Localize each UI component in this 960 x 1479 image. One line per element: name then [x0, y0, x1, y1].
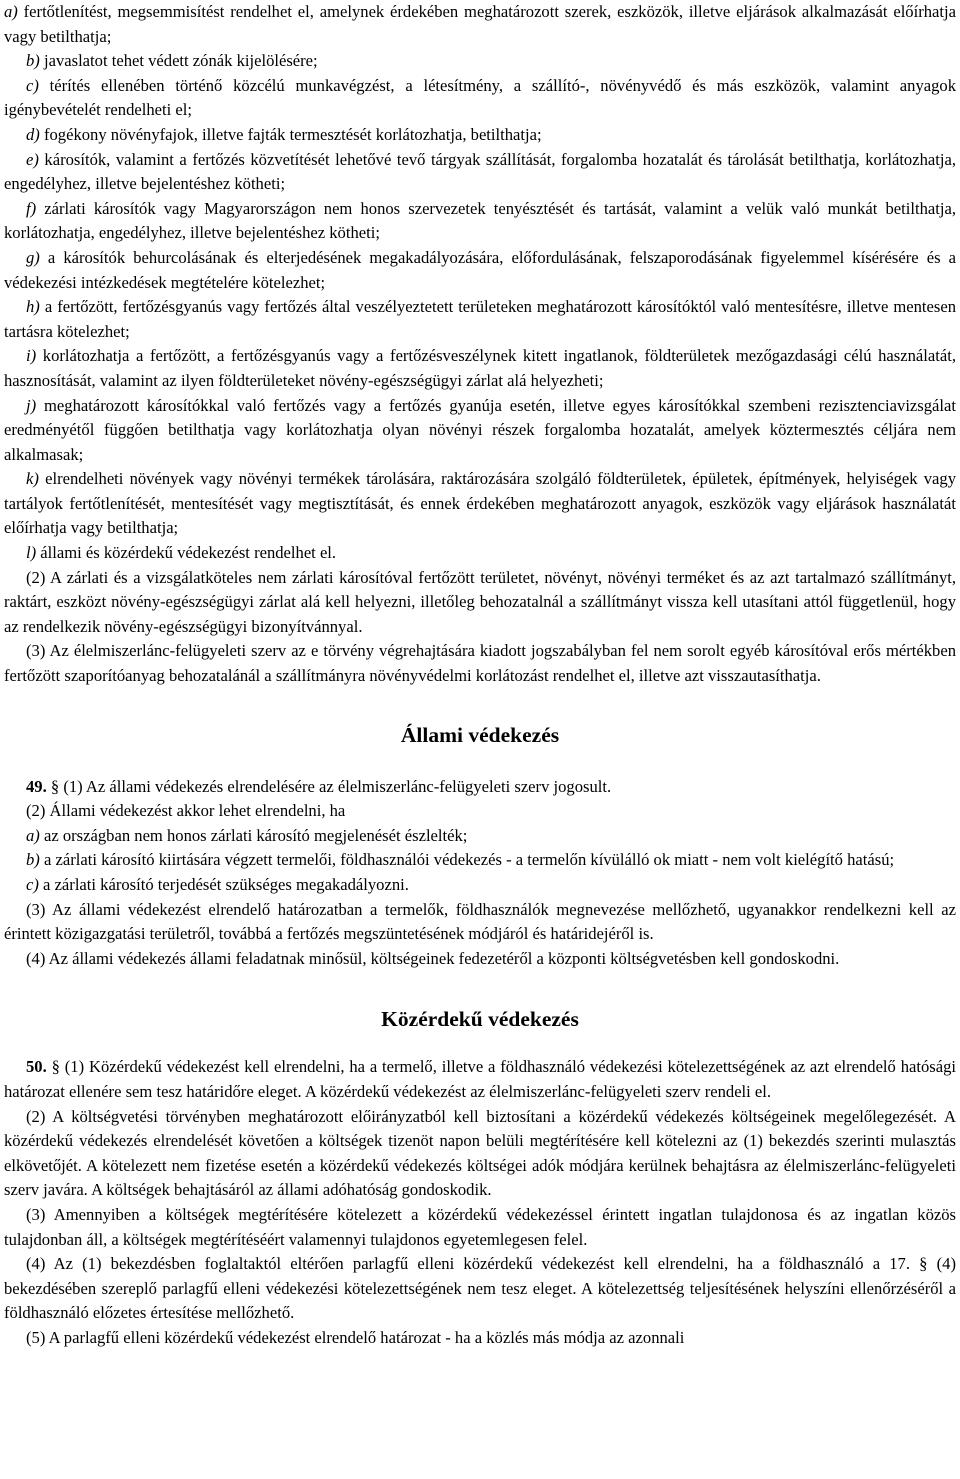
list-item	[4, 873, 956, 898]
item-text: zárlati károsítók vagy Magyarországon nem honos szervezetek tenyésztését és tartását, valamint a velük való munkát betilthatja, korlátozhatja, engedélyhez, illetve bejelentéshez kötheti;	[4, 198, 956, 243]
list-item	[4, 541, 956, 566]
item-label: i)	[26, 346, 37, 366]
list-item	[4, 824, 956, 849]
paragraph: (3) Amennyiben a költségek megtérítésére kötelezett a közérdekű védekezéssel érintett ingatlan tulajdonosa és az ingatlan közös tulajdonban áll, a költségek megtérítéséért valamennyi tulajdonos egyetemlegesen felel.	[4, 1204, 956, 1249]
paragraph: (3) Az állami védekezést elrendelő határozatban a termelők, földhasználók megnevezése mellőzhető, ugyanakkor rendelkezni kell az érintett közigazgatási területről, továbbá a fertőzés megszüntetésének módjáról és határidejéről is.	[4, 899, 956, 944]
item-label: a)	[4, 2, 18, 21]
list-item	[4, 49, 956, 74]
list-item	[4, 246, 956, 295]
paragraph: (2) A zárlati és a vizsgálatköteles nem zárlati károsítóval fertőzött területet, növényt, növényi terméket és az azt tartalmazó szállítmányt, raktárt, eszközt növény-egészségügyi zárlat alá kell helyezni, illetőleg behozatalnál a szállítmányt vissza kell utasítani attól függetlenül, hogy az rendelkezik növény-egészségügyi bizonyítvánnyal.	[4, 567, 956, 636]
paragraph: (3) Az élelmiszerlánc-felügyeleti szerv az e törvény végrehajtására kiadott jogszabályban fel nem sorolt egyéb károsítóval erős mértékben fertőzött szaporítóanyag behozatalánál a szállítmányra növényvédelmi korlátozást rendelhet el, illetve azt visszautasíthatja.	[4, 641, 956, 686]
item-text: korlátozhatja a fertőzött, a fertőzésgyanús vagy a fertőzésveszélynek kitett ingatlanok, földterületek mezőgazdasági célú használatát, hasznosítását, valamint az ilyen földterületeket növény-egészségügyi zárlat alá helyezheti;	[4, 346, 956, 390]
section-number: 49.	[26, 776, 47, 796]
item-label: e)	[26, 149, 39, 169]
item-label: j)	[26, 395, 37, 415]
item-label: a)	[26, 825, 40, 845]
item-text: a fertőzött, fertőzésgyanús vagy fertőzés által veszélyeztetett területeken meghatározott károsítóktól való mentesítésre, illetve mentesen tartásra kötelezhet;	[4, 297, 956, 341]
item-text: állami és közérdekű védekezést rendelhet el.	[36, 543, 337, 563]
list-item	[4, 467, 956, 541]
item-label: g)	[26, 247, 40, 267]
section-49-first-paragraph	[4, 775, 956, 800]
list-item	[4, 74, 956, 123]
item-label: k)	[26, 469, 39, 489]
item-text: a zárlati károsító terjedését szükséges megakadályozni.	[38, 875, 409, 894]
paragraph-text: (1) Közérdekű védekezést kell elrendelni, ha a termelő, illetve a földhasználó védekezési kötelezettségének az azt elrendelő hatósági határozat ellenére sem tesz határidőre eleget. A közérdekű védekezést az élelmiszerlánc-felügyeleti szerv rendeli el.	[4, 1057, 956, 1101]
paragraph: (2) A költségvetési törvényben meghatározott előirányzatból kell biztosítani a közérdekű védekezés költségeinek megelőlegezését. A közérdekű védekezés elrendelését követően a költségek tizenöt napon belüli megtérítésére kell kötelezni az (1) bekezdés szerinti mulasztás elkövetőjét. A kötelezett nem fizetése esetén a közérdekű védekezés költségei adók módjára kerülnek behajtásra az élelmiszerlánc-felügyeleti szerv javára. A költségek behajtásáról az állami adóhatóság gondoskodik.	[4, 1106, 956, 1200]
item-text: térítés ellenében történő közcélú munkavégzést, a létesítmény, a szállító-, növényvédő és más eszközök, valamint anyagok igénybevételét rendelheti el;	[4, 75, 956, 120]
list-item	[4, 344, 956, 393]
item-text: a károsítók behurcolásának és elterjedésének megakadályozására, előfordulásának, felszaporodásának figyelemmel kísérésére és a védekezési intézkedések megtételére kötelezhet;	[4, 247, 956, 292]
item-text: meghatározott károsítókkal való fertőzés vagy a fertőzés gyanúja esetén, illetve egyes károsítókkal szembeni rezisztenciavizsgálat eredményétől függően betilthatja vagy korlátozhatja olyan növényi részek forgalomba hozatalát, amelyek köztermesztés céljára nem alkalmasak;	[4, 395, 956, 464]
item-label: l)	[26, 543, 37, 563]
item-text: az országban nem honos zárlati károsító megjelenését észlelték;	[39, 825, 468, 845]
paragraph: (2) Állami védekezést akkor lehet elrendelni, ha	[26, 801, 346, 821]
section-50-first-paragraph	[4, 1055, 956, 1104]
item-text: elrendelheti növények vagy növényi termékek tárolására, raktározására szolgáló földterületek, épületek, építmények, helyiségek vagy tartályok fertőtlenítését, mentesítését vagy megtisztítását, és ennek érdekében meghatározott anyagok, eszközök vagy eljárások használatát előírhatja vagy betilthatja;	[4, 469, 956, 538]
item-text: károsítók, valamint a fertőzés közvetítését lehetővé tevő tárgyak szállítását, forgalomba hozatalát és tárolását betilthatja, korlátozhatja, engedélyhez, illetve bejelentéshez kötheti;	[4, 149, 956, 194]
paragraph: (4) Az (1) bekezdésben foglaltaktól eltérően parlagfű elleni közérdekű védekezést kell elrendelni, ha a földhasználó a 17. § (4) bekezdésében szereplő parlagfű elleni védekezési kötelezettségének nem tesz eleget. A kötelezettség teljesítésének helyszíni ellenőrzéséről a földhasználó előzetes értesítése mellőzhető.	[4, 1254, 956, 1323]
list-item	[4, 0, 956, 49]
item-text: fogékony növényfajok, illetve fajták termesztését korlátozhatja, betilthatja;	[39, 124, 542, 144]
paragraph: (5) A parlagfű elleni közérdekű védekezést elrendelő határozat - ha a közlés más módja az azonnali	[26, 1327, 685, 1347]
section-number: 50.	[26, 1057, 47, 1077]
item-label: c)	[26, 875, 39, 894]
document-page	[4, 0, 956, 1351]
item-text: a zárlati károsító kiirtására végzett termelői, földhasználói védekezés - a termelőn kívülálló ok miatt - nem volt kielégítő hatású;	[39, 850, 895, 870]
item-text: javaslatot tehet védett zónák kijelölésére;	[39, 51, 318, 71]
section-sign: §	[51, 1057, 60, 1077]
item-label: b)	[26, 51, 40, 71]
section-sign: §	[50, 776, 60, 796]
list-item	[4, 148, 956, 197]
paragraph-text: (1) Az állami védekezés elrendelésére az élelmiszerlánc-felügyeleti szerv jogosult.	[59, 776, 612, 796]
list-item	[4, 394, 956, 468]
item-label: c)	[26, 75, 39, 95]
item-label: f)	[26, 198, 37, 218]
list-item	[4, 197, 956, 246]
item-label: h)	[26, 297, 40, 317]
section-heading-allami: Állami védekezés	[400, 722, 560, 747]
list-item	[4, 848, 956, 873]
item-label: d)	[26, 124, 40, 144]
paragraph: (4) Az állami védekezés állami feladatnak minősül, költségeinek fedezetéről a központi költségvetésben kell gondoskodni.	[26, 948, 840, 968]
list-item	[4, 295, 956, 344]
list-item	[4, 123, 956, 148]
items-top-list	[4, 0, 956, 566]
section-heading-kozerdeku: Közérdekű védekezés	[381, 1007, 579, 1032]
item-text: fertőtlenítést, megsemmisítést rendelhet el, amelynek érdekében meghatározott szerek, eszközök, illetve eljárások alkalmazását előírhatja vagy betilthatja;	[4, 2, 956, 46]
item-label: b)	[26, 850, 40, 870]
